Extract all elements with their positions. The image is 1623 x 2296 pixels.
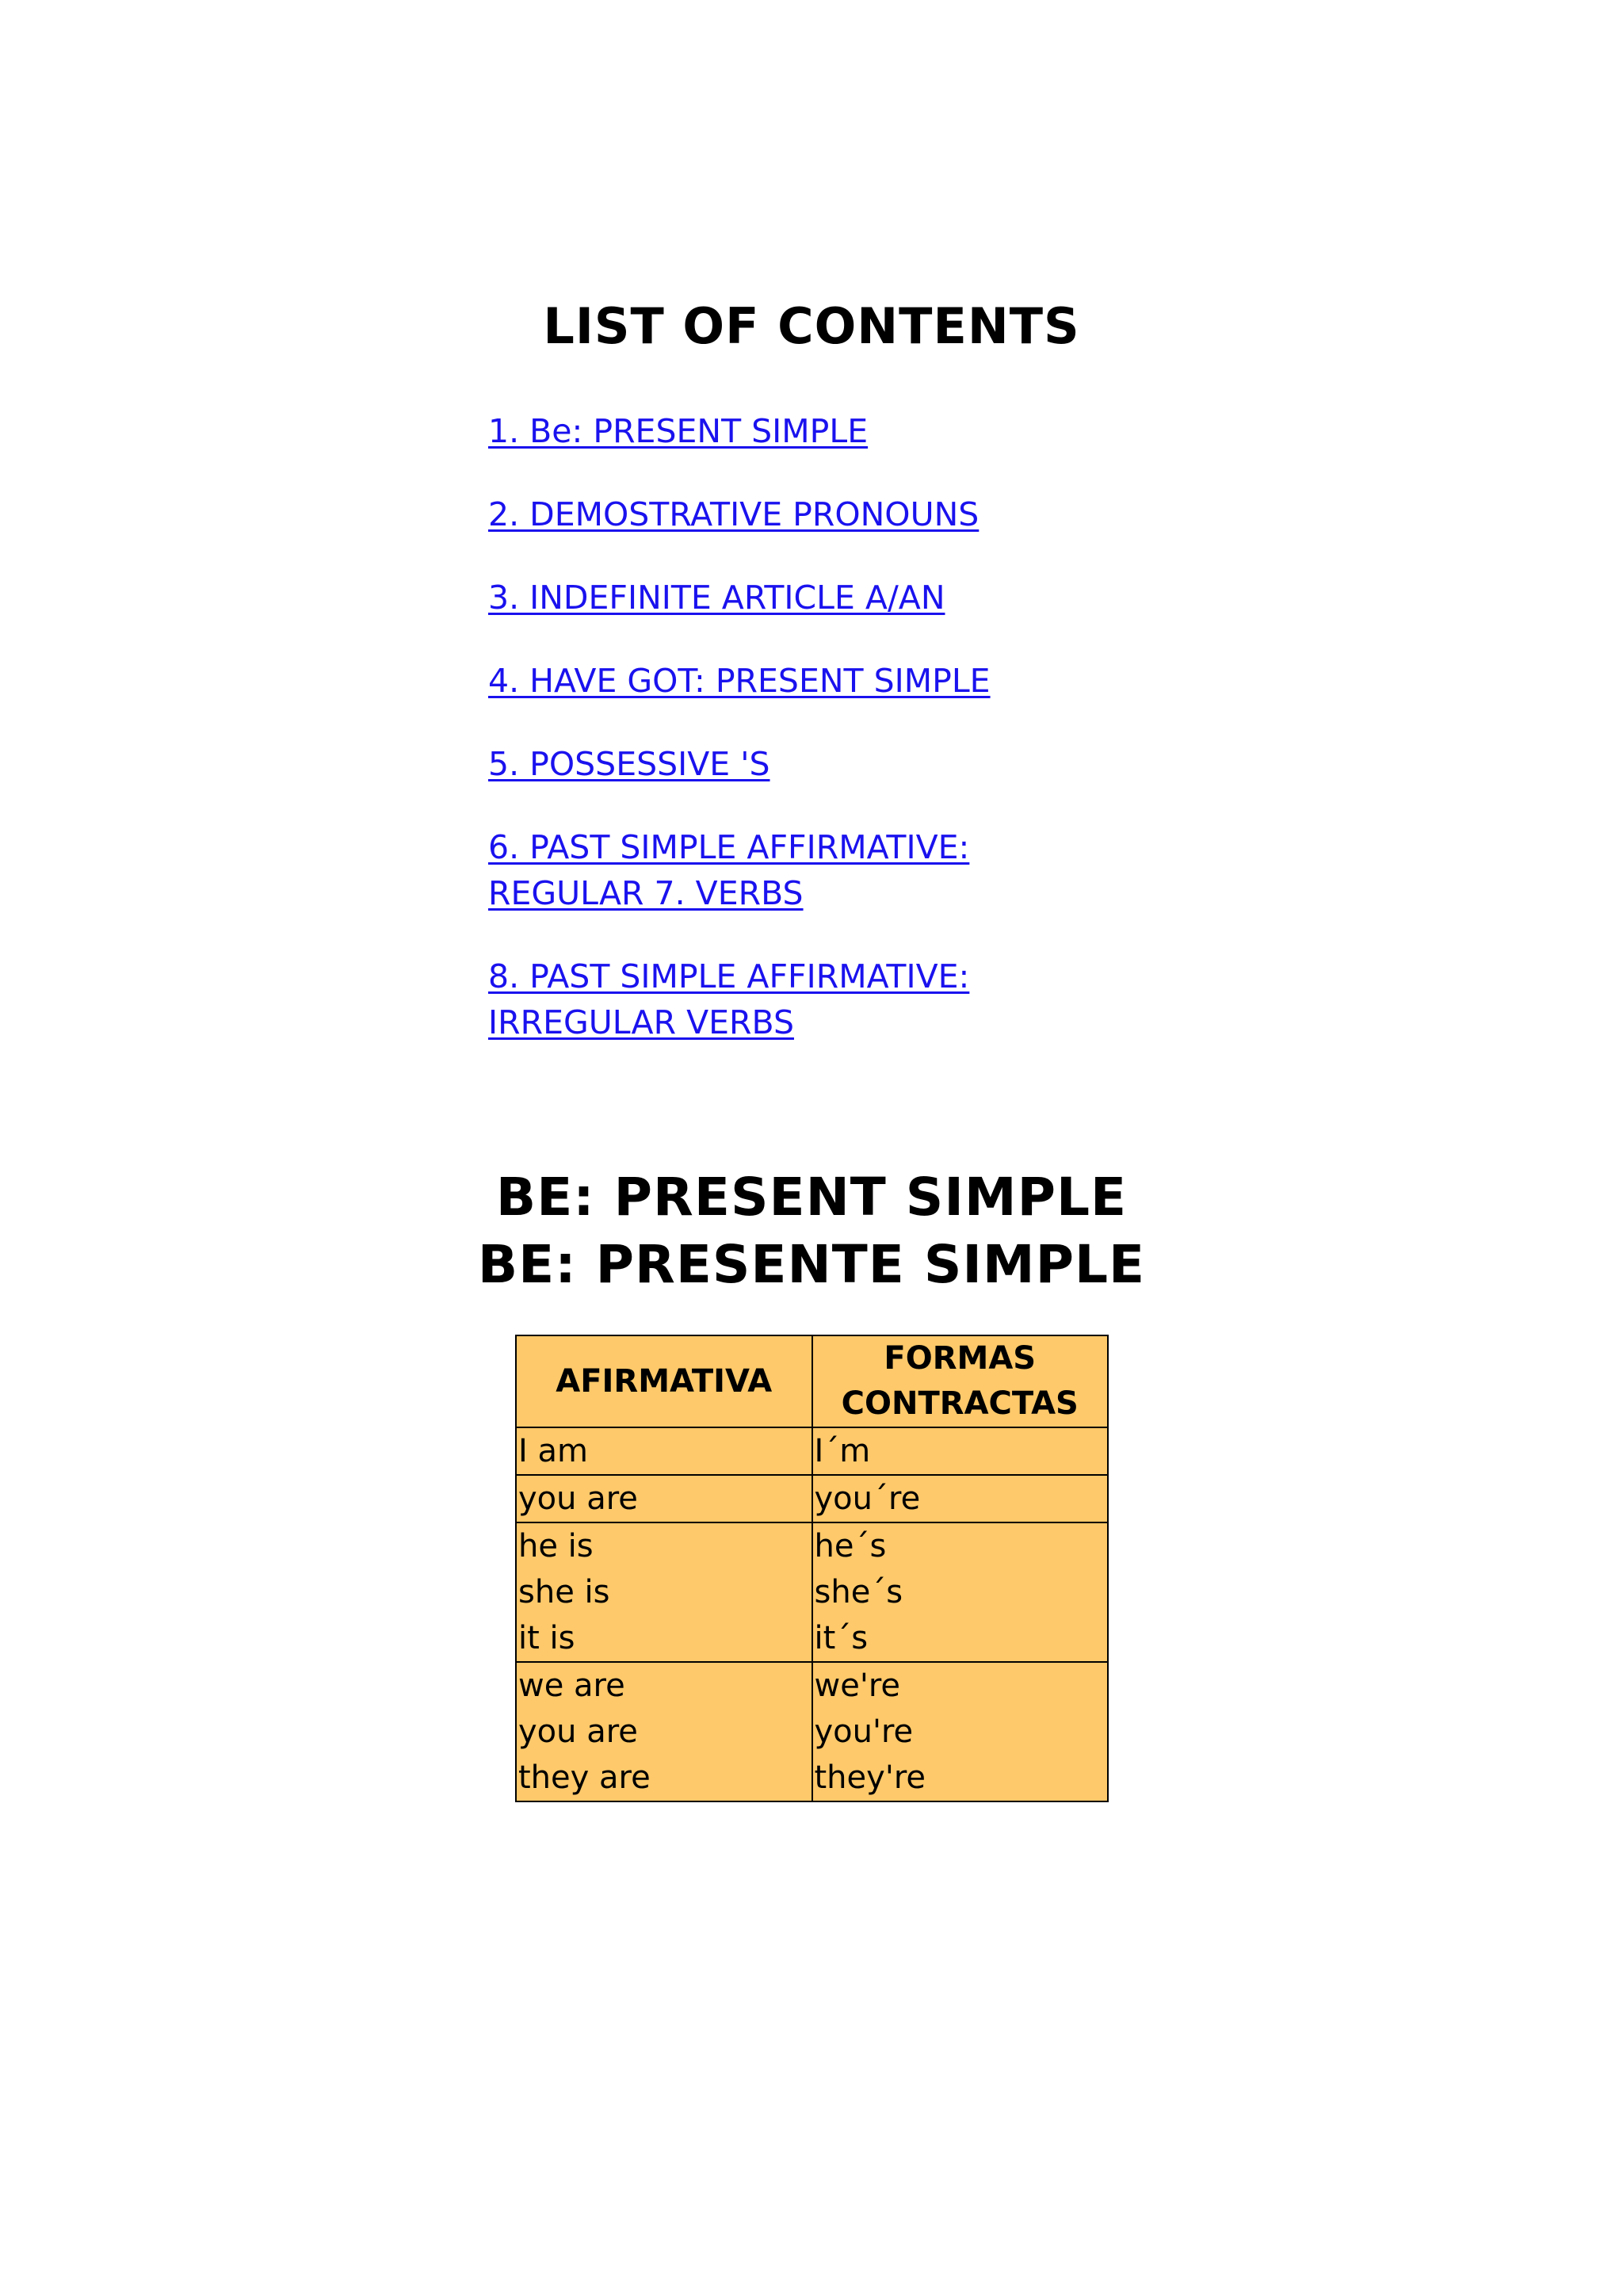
toc-link-line: 6. PAST SIMPLE AFFIRMATIVE: bbox=[488, 828, 970, 866]
section-title-spanish: BE: PRESENTE SIMPLE bbox=[477, 1234, 1146, 1295]
toc-link-line: 2. DEMOSTRATIVE PRONOUNS bbox=[488, 495, 980, 533]
toc-link-line: IRREGULAR VERBS bbox=[488, 1003, 794, 1041]
toc-item bbox=[488, 575, 1027, 621]
toc-link-possessive-s[interactable] bbox=[488, 741, 1027, 787]
be-present-simple-table bbox=[515, 1335, 1109, 1802]
toc-link-indefinite-article[interactable] bbox=[488, 575, 1027, 621]
affirmative-form: they are bbox=[518, 1759, 651, 1796]
contracted-form: I´m bbox=[814, 1433, 871, 1469]
contracted-form: you´re bbox=[814, 1480, 921, 1517]
table-row bbox=[516, 1475, 1108, 1522]
contracted-cell bbox=[812, 1522, 1109, 1662]
section-title-english: BE: PRESENT SIMPLE bbox=[495, 1167, 1128, 1228]
toc-item bbox=[488, 824, 1027, 916]
header-formas-label: FORMAS bbox=[884, 1340, 1037, 1377]
contracted-form: we're bbox=[814, 1668, 900, 1704]
contracted-form: he´s bbox=[814, 1528, 887, 1564]
header-contractas-label: CONTRACTAS bbox=[841, 1385, 1079, 1422]
contracted-cell bbox=[812, 1475, 1109, 1522]
table-header-row bbox=[516, 1335, 1108, 1427]
toc-link-line: REGULAR 7. VERBS bbox=[488, 874, 804, 912]
affirmative-form: you are bbox=[518, 1480, 638, 1517]
affirmative-form: we are bbox=[518, 1668, 625, 1704]
table-row bbox=[516, 1662, 1108, 1801]
toc-link-line: 5. POSSESSIVE 'S bbox=[488, 745, 770, 783]
toc-item bbox=[488, 491, 1027, 537]
affirmative-form: she is bbox=[518, 1574, 610, 1610]
toc-title: LIST OF CONTENTS bbox=[543, 297, 1080, 355]
affirmative-form: I am bbox=[518, 1433, 588, 1469]
toc-link-line: 3. INDEFINITE ARTICLE A/AN bbox=[488, 579, 945, 617]
toc-link-line: 4. HAVE GOT: PRESENT SIMPLE bbox=[488, 662, 991, 700]
toc-link-demonstrative-pronouns[interactable] bbox=[488, 491, 1027, 537]
toc-item bbox=[488, 658, 1027, 704]
affirmative-cell bbox=[516, 1522, 812, 1662]
affirmative-form: it is bbox=[518, 1620, 575, 1656]
contracted-form: it´s bbox=[814, 1620, 869, 1656]
contracted-cell bbox=[812, 1662, 1109, 1801]
table-row bbox=[516, 1522, 1108, 1662]
header-afirmativa bbox=[516, 1335, 812, 1427]
toc-item bbox=[488, 408, 1027, 454]
toc-link-be-present-simple[interactable] bbox=[488, 408, 1027, 454]
table-row bbox=[516, 1427, 1108, 1475]
toc-link-line: 1. Be: PRESENT SIMPLE bbox=[488, 412, 869, 450]
header-afirmativa-label: AFIRMATIVA bbox=[556, 1362, 773, 1400]
toc-link-line: 8. PAST SIMPLE AFFIRMATIVE: bbox=[488, 957, 970, 995]
toc-item bbox=[488, 953, 1027, 1045]
affirmative-cell bbox=[516, 1475, 812, 1522]
header-formas-contractas bbox=[812, 1335, 1109, 1427]
toc-link-past-simple-regular[interactable] bbox=[488, 824, 1027, 916]
contracted-form: they're bbox=[814, 1759, 926, 1796]
contracted-form: you're bbox=[814, 1713, 914, 1750]
affirmative-form: he is bbox=[518, 1528, 594, 1564]
toc-link-past-simple-irregular[interactable] bbox=[488, 953, 1027, 1045]
contracted-form: she´s bbox=[814, 1574, 903, 1610]
contracted-cell bbox=[812, 1427, 1109, 1475]
affirmative-cell bbox=[516, 1662, 812, 1801]
toc-item bbox=[488, 741, 1027, 787]
toc-link-have-got[interactable] bbox=[488, 658, 1027, 704]
affirmative-cell bbox=[516, 1427, 812, 1475]
affirmative-form: you are bbox=[518, 1713, 638, 1750]
